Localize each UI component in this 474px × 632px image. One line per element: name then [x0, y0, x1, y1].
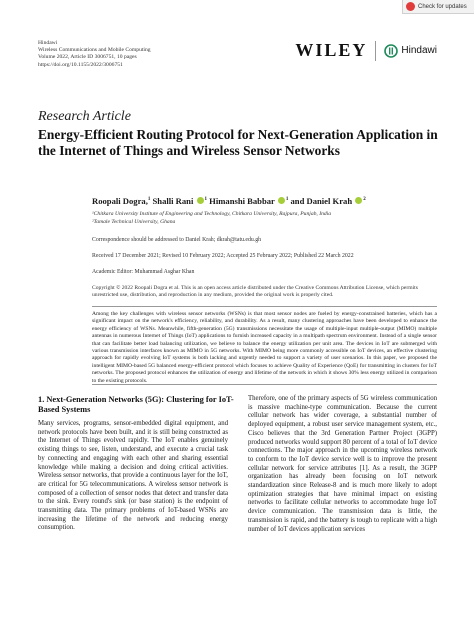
logo-divider — [375, 41, 376, 61]
orcid-icon[interactable] — [278, 197, 285, 204]
journal-info — [38, 40, 258, 69]
affiliation-1: ¹Chitkara University Institute of Engineering and Technology, Chitkara University, Rajpura, Punjab, India — [92, 211, 332, 217]
abstract-bottom-rule — [92, 384, 437, 385]
author-name: Shalli Rani — [152, 196, 194, 206]
orcid-icon[interactable] — [197, 197, 204, 204]
section-heading: 1. Next-Generation Networks (5G): Clustering for IoT-Based Systems — [38, 395, 234, 414]
journal-doi[interactable]: https://doi.org/10.1155/2022/3006751 — [38, 61, 123, 68]
body-column-right: Therefore, one of the primary aspects of 5G wireless communication is massive machine-type communication. Because the current cellular network has wider coverage, a substantial number of deployed equipment, a robust user service management system, etc., Cisco believes that the 3rd Generation Partner Project (3GPP) produced networks would support 80 percent of a total of IoT device connections. The major approach in the upcoming wireless network to conform to the IoT device service well is to improve the present cellular network for service attributes [1]. As a result, the 3GPP organization has already been focusing on IoT network standardization since Release-8 and is much more likely to adopt optimization strategies that have minimal impact on existing networks to facilitate cellular networks to accommodate huge IoT device communication. The transmission data is little, the transmission is rapid, and the battery is tough to replicate with a high number of IoT devices application services — [248, 395, 437, 533]
orcid-icon[interactable] — [355, 197, 362, 204]
hindawi-logo — [384, 44, 437, 58]
journal-series: Wireless Communications and Mobile Computing — [38, 47, 151, 54]
author-affil-sup: 2 — [363, 197, 366, 203]
author-name: and Daniel Krah — [290, 196, 353, 206]
author-list — [92, 196, 366, 206]
abstract-text: Among the key challenges with wireless sensor networks (WSNs) is that most sensor nodes are fueled by energy-constrained batteries, which has a significant impact on the network's efficiency, reliability, and durability. As a result, many clustering approaches have been developed to enhance the energy efficiency of WSNs. Meanwhile, fifth-generation (5G) transmissions necessitate the usage of multiple-input multiple-output (MIMO) multiple antennas in numerous Internet of Things (IoT) applications to furnish increased capacity in a multipath spectrum environment. Instead of a single sensor that can facilitate better load balancing utilization, we believe to balance the energy utilization per unit area. The devices in IoT are submerged with various transmission interfaces known as MIMO in 5G networks. With MIMO being more commonly accessible on IoT devices, an effective clustering approach for rapidly evolving IoT systems is both lacking and urgently needed to support a variety of user scenarios. In this paper, we proposed the intelligent MIMO-based 5G balanced energy-efficient protocol which focuses to achieve Quality of Experience (QoE) for transmitting in clusters for IoT networks. The proposed protocol enhances the utilization of energy and lifetime of the network in which it shows 30% less energy utilized in comparison to the existing protocols. — [92, 311, 437, 384]
author-name: Himanshi Babbar — [209, 196, 275, 206]
check-updates-label: Check for updates — [418, 3, 467, 10]
author-name: Roopali Dogra, — [92, 196, 148, 206]
publisher-logos — [295, 40, 437, 61]
check-updates-icon — [406, 2, 415, 11]
journal-volume: Volume 2022, Article ID 3006751, 10 pages — [38, 54, 137, 61]
author-affil-sup: 1 — [147, 197, 151, 203]
author-affil-sup: 1 — [204, 197, 208, 203]
correspondence: Correspondence should be addressed to Daniel Krah; dkrah@tatu.edu.gh — [92, 237, 262, 243]
hindawi-icon — [384, 44, 398, 58]
author-affil-sup: 1 — [285, 197, 289, 203]
affiliations — [92, 211, 331, 226]
article-type: Research Article — [38, 109, 131, 124]
article-title: Energy-Efficient Routing Protocol for Next-Generation Application in the Internet of Things and Wireless Sensor Networks — [38, 127, 438, 158]
wiley-logo: WILEY — [295, 40, 368, 60]
abstract-top-rule — [92, 306, 437, 307]
copyright-notice: Copyright © 2022 Roopali Dogra et al. This is an open access article distributed under the Creative Commons Attribution License, which permits unrestricted use, distribution, and reproduction in any medium, provided the original work is properly cited. — [92, 285, 418, 299]
body-column-left: Many services, programs, sensor-embedded digital equipment, and network protocols have been built, and it is still being constructed as the Internet of Things evolved rapidly. The IoT enables genuinely existing things to see, listen, understand, and execute a crucial task by connecting and engaging with each other and sharing essential knowledge while making a decision and doing critical activities. Wireless sensor networks, that provide a continuous layer for the IoT, are critical for 5G telecommunications. A wireless sensor network is composed of a collection of sensor nodes that detect and transfer data to the sink. Every round's sink (or base station) is the endpoint of transmitting data. The primary problems of IoT-based WSNs are increasing the lifetime of the network and reducing energy consumption. — [38, 420, 228, 532]
hindawi-wordmark: Hindawi — [401, 45, 437, 56]
publication-dates: Received 17 December 2021; Revised 10 February 2022; Accepted 25 February 2022; Published 22 March 2022 — [92, 253, 354, 259]
academic-editor: Academic Editor: Muhammad Asghar Khan — [92, 269, 195, 275]
affiliation-2: ²Tamale Technical University, Ghana — [92, 218, 176, 225]
check-for-updates-badge[interactable] — [402, 0, 474, 14]
journal-name: Hindawi — [38, 40, 58, 46]
